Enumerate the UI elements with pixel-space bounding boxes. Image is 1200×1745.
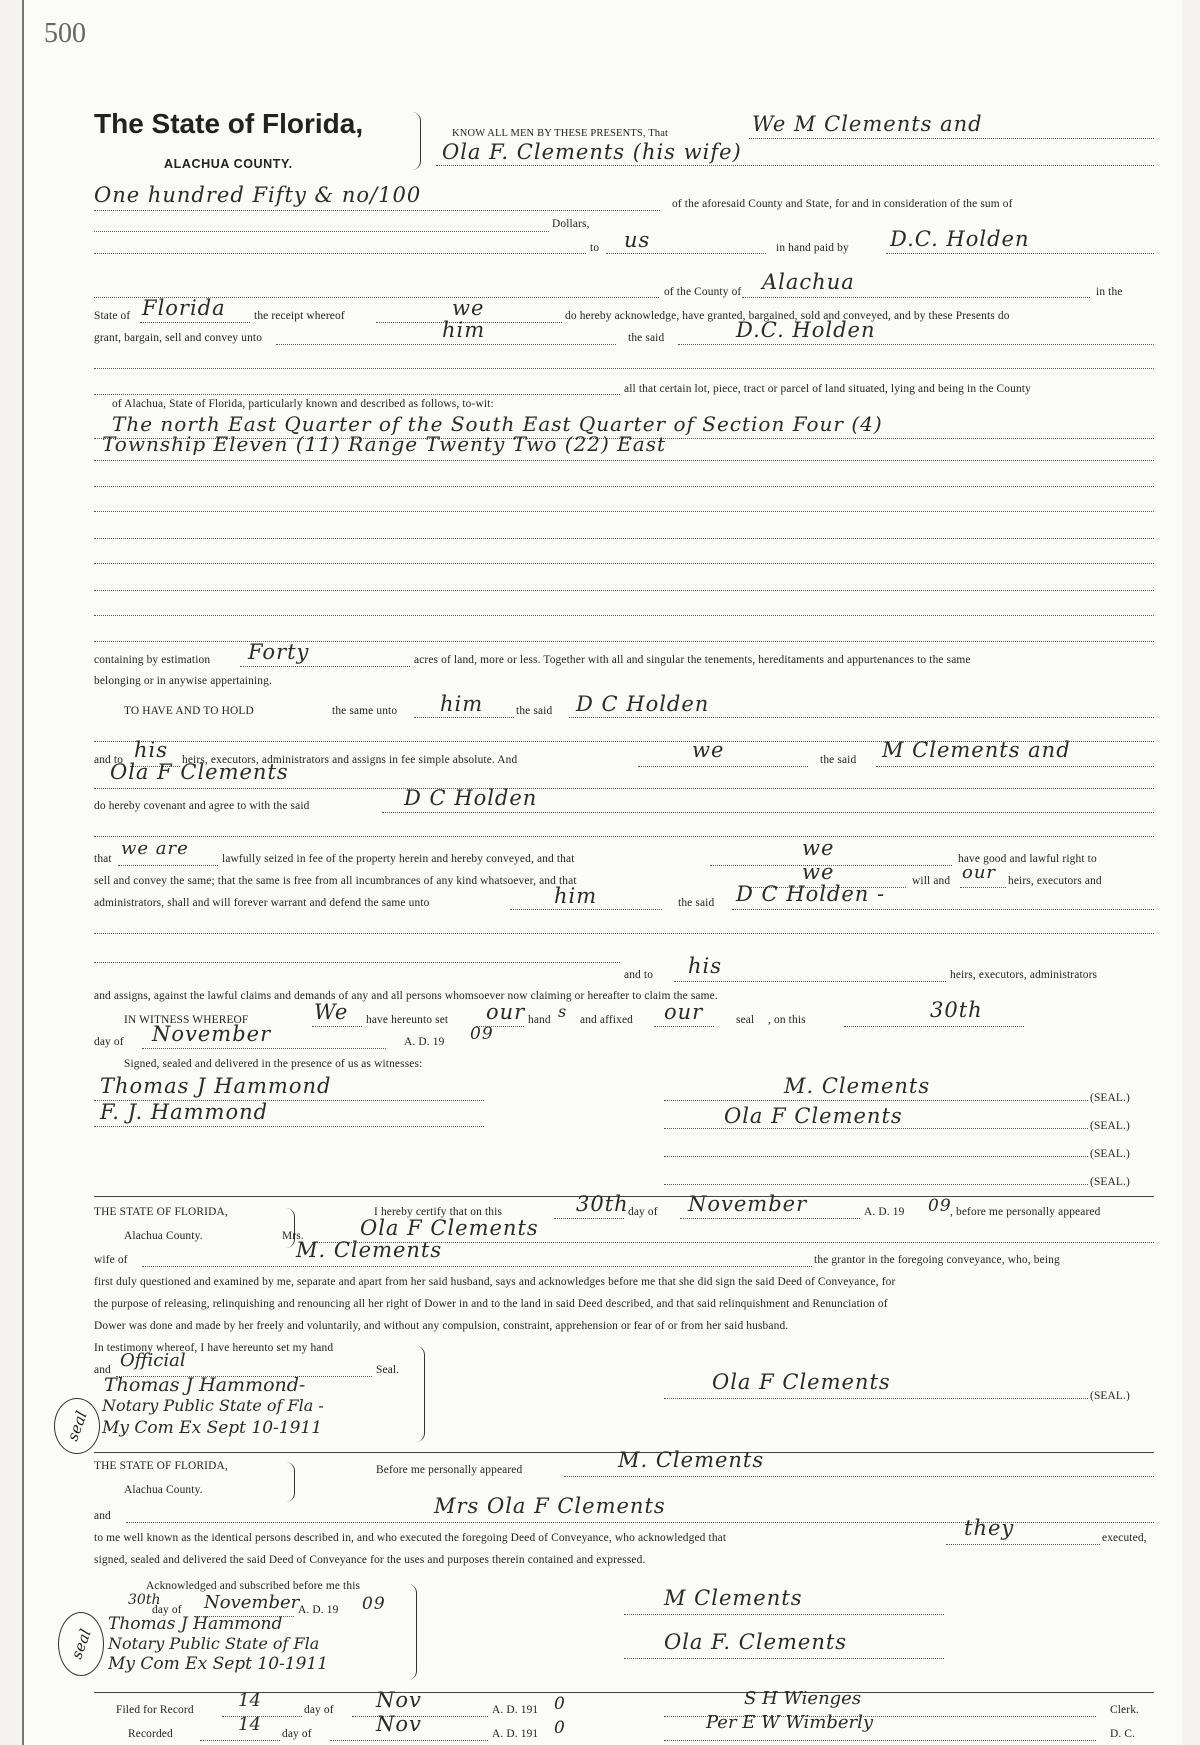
filed-day: 14 (238, 1690, 261, 1711)
all-that-text: all that certain lot, piece, tract or parcel of land situated, lying and being in the County (624, 383, 1031, 395)
dc-label: D. C. (1110, 1728, 1136, 1740)
sell-value: we (802, 860, 835, 884)
grantors-value-2: Ola F Clements (110, 760, 289, 784)
grant-bargain-text: grant, bargain, sell and convey unto (94, 332, 263, 344)
in-witness-label: IN WITNESS WHEREOF (124, 1014, 249, 1026)
state-value: Florida (142, 296, 226, 320)
joint-seal-mark: seal (67, 1626, 95, 1662)
joint-day-of: day of (152, 1604, 182, 1616)
county-heading: ALACHUA COUNTY. (164, 157, 293, 171)
wife-day-of: day of (628, 1206, 658, 1218)
seal-label-4: (SEAL.) (1090, 1176, 1130, 1188)
belonging-text: belonging or in anywise appertaining. (94, 675, 272, 687)
heirs-text: heirs, executors, administrators and assigns in fee simple absolute. And (182, 754, 518, 766)
said-label-2: the said (820, 754, 857, 766)
joint-month-value: November (204, 1592, 300, 1613)
paid-by-label: in hand paid by (776, 242, 849, 254)
wife-para-3: Dower was done and made by her freely and voluntarily, and without any compulsion, constraint, apprehension or fear of or from her said husband. (94, 1320, 789, 1332)
have-good-text: have good and lawful right to (958, 853, 1097, 865)
containing-value: Forty (248, 640, 310, 664)
covenant-text: do hereby covenant and agree to with the said (94, 800, 310, 812)
clerk-label: Clerk. (1110, 1704, 1140, 1716)
wife-ack-county: Alachua County. (124, 1230, 203, 1242)
to-value: us (624, 228, 651, 252)
wife-notary-title: Notary Public State of Fla - (102, 1396, 324, 1415)
official-text: Official (120, 1350, 186, 1371)
joint-ack-state: THE STATE OF FLORIDA, (94, 1460, 228, 1472)
wife-signature: Ola F Clements (712, 1370, 891, 1394)
grantors-line1: We M Clements and (752, 112, 983, 136)
administrators-text: administrators, shall and will forever warrant and defend the same unto (94, 897, 430, 909)
wife-ack-year: 09 (928, 1196, 952, 1216)
header-brace (412, 112, 421, 170)
recorded-month: Nov (376, 1712, 422, 1736)
in-the-label: in the (1096, 286, 1123, 298)
wife-seal-stamp (54, 1398, 100, 1454)
wife-ack-state: THE STATE OF FLORIDA, (94, 1206, 228, 1218)
joint-signer1: M Clements (664, 1586, 803, 1610)
clerk-signature: S H Wienges (744, 1688, 862, 1709)
signer2-sig: Ola F Clements (724, 1104, 903, 1128)
set-value: our (486, 1000, 526, 1024)
paid-by-value: D.C. Holden (890, 227, 1030, 251)
filed-label: Filed for Record (116, 1704, 194, 1716)
receipt-value: we (452, 296, 485, 320)
filed-day-of: day of (304, 1704, 334, 1716)
grantee-value: D.C. Holden (736, 318, 876, 342)
mrs-value: Ola F Clements (360, 1216, 539, 1240)
warranty-said-label: the said (678, 897, 715, 909)
wife-notary-name: Thomas J Hammond- (104, 1374, 306, 1396)
wife-ack-day: 30th (576, 1192, 629, 1216)
and-to-label: and to (94, 754, 124, 766)
and-assigns-text: and assigns, against the lawful claims and demands of any and all persons whomsoever now claiming or hereafter to claim the same. (94, 990, 718, 1002)
seal-label-2: (SEAL.) (1090, 1120, 1130, 1132)
affixed-label: and affixed (580, 1014, 633, 1026)
covenant-value: D C Holden (404, 786, 538, 810)
joint-and-label: and (94, 1510, 111, 1522)
to-have-label: TO HAVE AND TO HOLD (124, 705, 254, 717)
day-of-label: day of (94, 1036, 124, 1048)
testimony-text: In testimony whereof, I have hereunto set my hand (94, 1342, 334, 1354)
state-of-label: State of (94, 310, 131, 322)
wife-notary-brace (416, 1346, 425, 1442)
affixed-value: our (664, 1000, 704, 1024)
wife-ad-label: A. D. 19 (864, 1206, 905, 1218)
containing-label: containing by estimation (94, 654, 211, 666)
ad-label: A. D. 19 (404, 1036, 445, 1048)
unto-value: him (442, 318, 486, 342)
executed-label: executed, (1102, 1532, 1147, 1544)
that-label: that (94, 853, 112, 865)
wife-and-label: and (94, 1364, 111, 1376)
recorded-year: 0 (554, 1718, 566, 1738)
recorded-ad: A. D. 191 (492, 1728, 539, 1740)
grantor-text: the grantor in the foregoing conveyance, who, being (814, 1254, 1060, 1266)
county-value: Alachua (762, 270, 855, 294)
hand-label: hand (528, 1014, 551, 1026)
state-title: The State of Florida, (94, 108, 364, 139)
witness1-sig: Thomas J Hammond (100, 1074, 332, 1098)
filed-year: 0 (554, 1694, 566, 1714)
grantors-value: M Clements and (882, 738, 1071, 762)
wife-seal-word: Seal. (376, 1364, 400, 1376)
wife-para-1: first duly questioned and examined by me, separate and apart from her said husband, says and acknowledges before me that she did sign the said Deed of Conveyance, for (94, 1276, 896, 1288)
witness-value: We (314, 1000, 349, 1024)
of-county-label: of the County of (664, 286, 742, 298)
habendum-said-label: the said (516, 705, 553, 717)
signed-sealed-text: Signed, sealed and delivered in the presence of us as witnesses: (124, 1058, 423, 1070)
consideration-amount: One hundred Fifty & no/100 (94, 183, 422, 207)
husband-value: M. Clements (296, 1238, 443, 1262)
admin-grantee: D C Holden - (736, 882, 886, 906)
joint-notary-title: Notary Public State of Fla (108, 1634, 320, 1653)
joint-notary-brace (408, 1584, 417, 1680)
seal-word: seal (736, 1014, 755, 1026)
acknowledged-text: Acknowledged and subscribed before me this (146, 1580, 361, 1592)
mrs-label: Mrs. (282, 1230, 304, 1242)
lawfully-value: we (802, 836, 835, 860)
on-this-label: , on this (768, 1014, 806, 1026)
seal-label-1: (SEAL.) (1090, 1092, 1130, 1104)
seal-label-3: (SEAL.) (1090, 1148, 1130, 1160)
admin-value: him (554, 884, 598, 908)
filed-ad: A. D. 191 (492, 1704, 539, 1716)
of-alachua-text: of Alachua, State of Florida, particularly known and described as follows, to-wit: (112, 398, 494, 410)
the-said-label: the said (628, 332, 665, 344)
wife-seal-mark: seal (63, 1408, 91, 1444)
certify-text: I hereby certify that on this (374, 1206, 503, 1218)
recorded-label: Recorded (128, 1728, 173, 1740)
joint-and-value: Mrs Ola F Clements (434, 1494, 666, 1518)
joint-day-value: 30th (128, 1592, 161, 1608)
warranty-and-to-value: his (688, 954, 723, 978)
joint-notary-name: Thomas J Hammond (108, 1614, 283, 1634)
joint-appeared-value: M. Clements (618, 1448, 765, 1472)
acres-text: acres of land, more or less. Together with all and singular the tenements, hereditaments and appurtenances to the same (414, 654, 971, 666)
joint-ack-brace (286, 1462, 295, 1502)
do-hereby-text: do hereby acknowledge, have granted, bargained, sold and conveyed, and by these Presents do (565, 310, 1010, 322)
joint-year-value: 09 (362, 1594, 386, 1614)
before-me-text: , before me personally appeared (950, 1206, 1101, 1218)
witness-year: 09 (470, 1024, 494, 1044)
witness-day: 30th (930, 998, 983, 1022)
same-unto-label: the same unto (332, 705, 398, 717)
and-to-value: his (134, 738, 169, 762)
habendum-grantee: D C Holden (576, 692, 710, 716)
habendum-unto-value: him (440, 692, 484, 716)
hand-value: s (558, 1002, 568, 1021)
land-description-1: The north East Quarter of the South East Quarter of Section Four (4) (112, 412, 883, 436)
will-value: our (962, 862, 997, 883)
grantors-line2: Ola F. Clements (his wife) (442, 140, 742, 164)
joint-before-me: Before me personally appeared (376, 1464, 523, 1476)
receipt-label: the receipt whereof (254, 310, 345, 322)
wife-of-label: wife of (94, 1254, 128, 1266)
dollars-label: Dollars, (552, 218, 590, 230)
aforesaid-text: of the aforesaid County and State, for and in consideration of the sum of (672, 198, 1013, 210)
joint-seal-stamp (58, 1612, 104, 1676)
deed-page (22, 0, 1182, 1745)
signed-text: signed, sealed and delivered the said Deed of Conveyance for the uses and purposes therein contained and expressed. (94, 1554, 646, 1566)
witness-month: November (152, 1022, 272, 1046)
deputy-signature: Per E W Wimberly (706, 1712, 874, 1733)
joint-signer2: Ola F. Clements (664, 1630, 848, 1654)
that-value: we are (121, 838, 189, 859)
witness2-sig: F. J. Hammond (100, 1100, 269, 1124)
heirs-exec-text: heirs, executors and (1008, 875, 1102, 887)
wife-ack-month: November (688, 1192, 808, 1216)
joint-ad-label: A. D. 19 (298, 1604, 339, 1616)
page-number: 500 (44, 18, 86, 49)
signer1-sig: M. Clements (784, 1074, 931, 1098)
recorded-day: 14 (238, 1714, 261, 1735)
sell-convey-text: sell and convey the same; that the same is free from all incumbrances of any kind whatsoever, and that (94, 875, 577, 887)
have-hereunto: have hereunto set (366, 1014, 449, 1026)
heirs-exec-2: heirs, executors, administrators (950, 969, 1098, 981)
joint-notary-expiry: My Com Ex Sept 10-1911 (108, 1654, 329, 1674)
intro-text: KNOW ALL MEN BY THESE PRESENTS, That (452, 128, 669, 139)
will-and-label: will and (912, 875, 951, 887)
they-value: they (964, 1516, 1015, 1540)
warranty-and-to: and to (624, 969, 654, 981)
wife-para-2: the purpose of releasing, relinquishing and renouncing all her right of Dower in and to the land in said Deed described, and that said relinquishment and Renunciation of (94, 1298, 888, 1310)
joint-ack-county: Alachua County. (124, 1484, 203, 1496)
to-label: to (590, 242, 600, 254)
recorded-day-of: day of (282, 1728, 312, 1740)
wife-notary-expiry: My Com Ex Sept 10-1911 (102, 1418, 323, 1438)
wife-ack-brace (286, 1208, 295, 1248)
wife-seal-label: (SEAL.) (1090, 1390, 1130, 1402)
and-value: we (692, 738, 725, 762)
land-description-2: Township Eleven (11) Range Twenty Two (22) East (102, 432, 667, 456)
filed-month: Nov (376, 1688, 422, 1712)
known-text: to me well known as the identical persons described in, and who executed the foregoing Deed of Conveyance, who acknowledged that (94, 1532, 727, 1544)
lawfully-text: lawfully seized in fee of the property herein and hereby conveyed, and that (222, 853, 575, 865)
